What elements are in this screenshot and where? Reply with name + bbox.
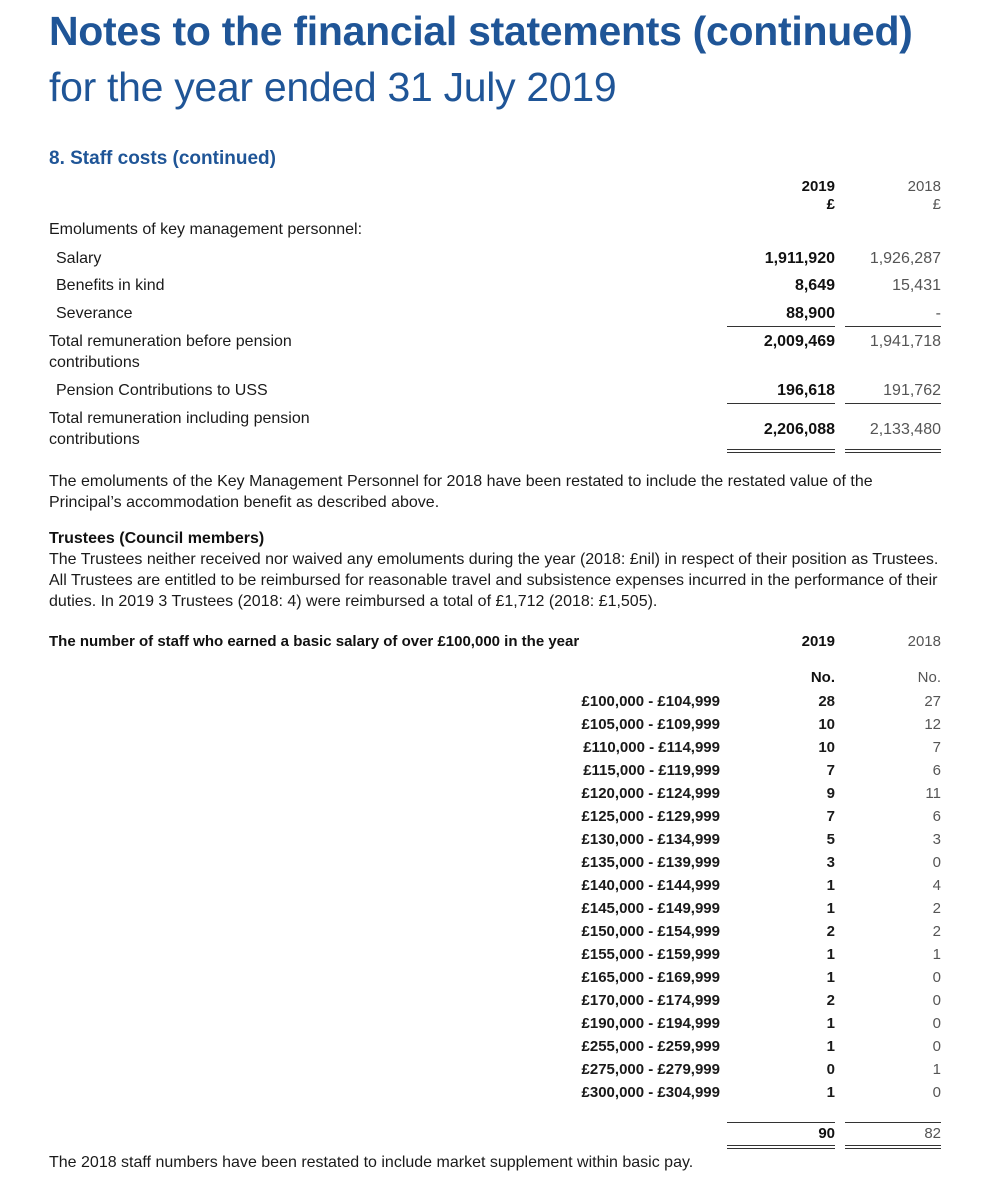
staff-count-2018: 12 <box>924 716 941 733</box>
double-rule-2018-b <box>845 452 941 453</box>
staff-count-2019: 9 <box>826 785 835 802</box>
staff-total-rule-2018 <box>845 1122 941 1123</box>
staff-double-rule-2019-a <box>727 1145 835 1146</box>
total-rule-2018 <box>845 403 941 404</box>
staff-count-2019: 1 <box>826 1015 835 1032</box>
staff-count-2018: 0 <box>932 969 941 986</box>
double-rule-2019-b <box>727 452 835 453</box>
staff-count-2019: 28 <box>818 693 835 710</box>
staff-double-rule-2019-b <box>727 1148 835 1149</box>
staff-band-label: £150,000 - £154,999 <box>581 923 720 940</box>
row-label-benefits: Benefits in kind <box>56 277 165 294</box>
staff-band-label: £140,000 - £144,999 <box>581 877 720 894</box>
staff-col-2018: 2018 <box>907 633 941 650</box>
col-2018-header: 2018 £ <box>907 178 941 213</box>
staff-total-rule-2019 <box>727 1122 835 1123</box>
severance-2019: 88,900 <box>786 305 835 322</box>
staff-count-2019: 1 <box>826 1038 835 1055</box>
staff-count-2018: 1 <box>932 1061 941 1078</box>
staff-count-2018: 0 <box>932 1084 941 1101</box>
staff-table-heading: The number of staff who earned a basic salary of over £100,000 in the year <box>49 633 580 650</box>
staff-band-label: £255,000 - £259,999 <box>581 1038 720 1055</box>
row-label-total-including-pension: Total remuneration including pension contributions <box>49 410 310 448</box>
staff-count-2018: 11 <box>925 785 941 802</box>
benefits-2018: 15,431 <box>892 277 941 294</box>
staff-count-2019: 1 <box>826 969 835 986</box>
staff-count-2018: 2 <box>932 900 941 917</box>
total-rule-2019 <box>727 403 835 404</box>
staff-count-2018: 7 <box>932 739 941 756</box>
staff-count-2019: 2 <box>826 992 835 1009</box>
salary-2018: 1,926,287 <box>869 250 941 267</box>
staff-count-2018: 6 <box>932 762 941 779</box>
staff-band-label: £155,000 - £159,999 <box>581 946 720 963</box>
staff-band-label: £165,000 - £169,999 <box>581 969 720 986</box>
staff-count-2018: 1 <box>932 946 941 963</box>
staff-count-2019: 1 <box>826 946 835 963</box>
staff-double-rule-2018-a <box>845 1145 941 1146</box>
double-rule-2019-a <box>727 449 835 450</box>
row-label-pension: Pension Contributions to USS <box>56 382 268 399</box>
staff-count-2019: 7 <box>826 762 835 779</box>
total-before-pension-2018: 1,941,718 <box>869 333 941 350</box>
staff-count-2019: 0 <box>826 1061 835 1078</box>
staff-band-label: £100,000 - £104,999 <box>581 693 720 710</box>
staff-count-2018: 27 <box>924 693 941 710</box>
subtotal-rule-2018 <box>845 326 941 327</box>
staff-col-2019: 2019 <box>801 633 835 650</box>
staff-count-2019: 3 <box>826 854 835 871</box>
total-before-pension-2019: 2,009,469 <box>763 333 835 350</box>
staff-total-2019: 90 <box>818 1125 835 1142</box>
staff-band-label: £120,000 - £124,999 <box>581 785 720 802</box>
staff-band-label: £135,000 - £139,999 <box>581 854 720 871</box>
total-including-pension-2019: 2,206,088 <box>763 421 835 438</box>
staff-count-2019: 10 <box>818 716 835 733</box>
section-title: 8. Staff costs (continued) <box>49 148 276 169</box>
restated-note: The emoluments of the Key Management Personnel for 2018 have been restated to include the restated value of the Principal’s accommodation benefit as described above. <box>49 473 873 511</box>
trustees-heading: Trustees (Council members) <box>49 530 265 547</box>
staff-count-2019: 7 <box>826 808 835 825</box>
staff-band-label: £125,000 - £129,999 <box>581 808 720 825</box>
staff-band-label: £300,000 - £304,999 <box>581 1084 720 1101</box>
footer-note: The 2018 staff numbers have been restated to include market supplement within basic pay. <box>49 1154 694 1171</box>
staff-count-2018: 0 <box>932 992 941 1009</box>
pension-2018: 191,762 <box>883 382 941 399</box>
trustees-text: The Trustees neither received nor waived any emoluments during the year (2018: £nil) in respect of their position as Trustees. All Trustees are entitled to be reimbursed for reasonable travel and subsistence expenses incurred in the performance of their duties. In 2019 3 Trustees (2018: 4) were reimbursed a total of £1,712 (2018: £1,505). <box>49 551 939 610</box>
staff-band-label: £130,000 - £134,999 <box>581 831 720 848</box>
staff-total-2018: 82 <box>924 1125 941 1142</box>
staff-band-label: £115,000 - £119,999 <box>583 762 720 779</box>
staff-band-label: £105,000 - £109,999 <box>581 716 720 733</box>
staff-count-2018: 0 <box>932 1015 941 1032</box>
total-including-pension-2018: 2,133,480 <box>869 421 941 438</box>
staff-count-2018: 6 <box>932 808 941 825</box>
page-title: Notes to the financial statements (continued) <box>49 8 913 54</box>
staff-band-label: £190,000 - £194,999 <box>581 1015 720 1032</box>
row-label-salary: Salary <box>56 250 102 267</box>
salary-2019: 1,911,920 <box>764 250 835 267</box>
staff-count-2018: 0 <box>932 854 941 871</box>
row-label-severance: Severance <box>56 305 133 322</box>
staff-band-label: £145,000 - £149,999 <box>581 900 720 917</box>
staff-count-2018: 2 <box>932 923 941 940</box>
staff-band-label: £110,000 - £114,999 <box>583 739 720 756</box>
row-label-total-before-pension: Total remuneration before pension contributions <box>49 333 292 371</box>
subtotal-rule-2019 <box>727 326 835 327</box>
staff-count-2018: 0 <box>932 1038 941 1055</box>
staff-count-2019: 1 <box>826 1084 835 1101</box>
pension-2019: 196,618 <box>777 382 835 399</box>
staff-count-2019: 1 <box>826 877 835 894</box>
benefits-2019: 8,649 <box>794 277 835 294</box>
staff-count-2019: 1 <box>826 900 835 917</box>
staff-unit-2019: No. <box>810 669 835 686</box>
page-subtitle: for the year ended 31 July 2019 <box>49 64 617 110</box>
staff-count-2018: 3 <box>932 831 941 848</box>
staff-double-rule-2018-b <box>845 1148 941 1149</box>
staff-count-2019: 2 <box>826 923 835 940</box>
staff-band-label: £170,000 - £174,999 <box>581 992 720 1009</box>
double-rule-2018-a <box>845 449 941 450</box>
emoluments-heading: Emoluments of key management personnel: <box>49 221 363 238</box>
severance-2018: - <box>935 305 941 322</box>
staff-band-label: £275,000 - £279,999 <box>581 1061 720 1078</box>
staff-count-2019: 10 <box>818 739 835 756</box>
staff-count-2018: 4 <box>932 877 941 894</box>
col-2019-header: 2019 £ <box>801 178 835 213</box>
staff-count-2019: 5 <box>826 831 835 848</box>
staff-unit-2018: No. <box>917 669 941 686</box>
